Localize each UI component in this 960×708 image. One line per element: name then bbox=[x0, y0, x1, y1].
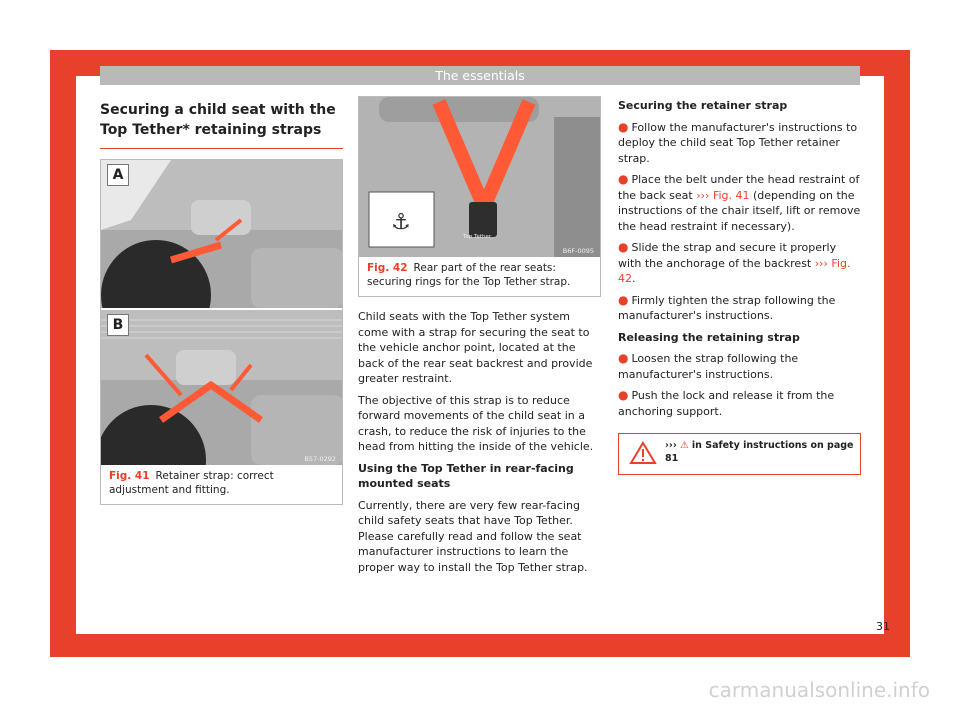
bullet-icon: ● bbox=[618, 240, 629, 254]
bullet-item bbox=[618, 172, 861, 234]
bullet-text: Place the belt under the head restraint of the back seat bbox=[618, 173, 860, 202]
rear-seat-illustration bbox=[359, 97, 600, 257]
warning-text[interactable] bbox=[665, 440, 860, 465]
bullet-text: . bbox=[632, 272, 636, 285]
warning-triangle-icon bbox=[629, 441, 657, 465]
figure-caption bbox=[101, 465, 342, 504]
bullet-text: Push the lock and release it from the anchoring support. bbox=[618, 389, 835, 418]
column-3 bbox=[618, 98, 861, 475]
inline-warning-icon: ⚠ bbox=[680, 440, 689, 451]
caption-text: Rear part of the rear seats: securing rings for the Top Tether strap. bbox=[367, 262, 571, 288]
figure-label: Fig. 41 bbox=[109, 470, 150, 482]
bullet-text: Firmly tighten the strap following the manufacturer's instructions. bbox=[618, 293, 836, 322]
figure-label: Fig. 42 bbox=[367, 262, 408, 274]
column-2 bbox=[358, 96, 601, 581]
subheading: Securing the retainer strap bbox=[618, 99, 788, 112]
figure-42 bbox=[358, 96, 601, 297]
bullet-text: Slide the strap and secure it properly with the anchorage of the backrest bbox=[618, 241, 837, 270]
bullet-icon: ● bbox=[618, 172, 629, 186]
panel-label-a: A bbox=[107, 164, 129, 186]
figure-reference-link[interactable]: ››› Fig. 41 bbox=[696, 188, 750, 202]
subheading: Using the Top Tether in rear-facing mounted seats bbox=[358, 461, 574, 490]
panel-label-b: B bbox=[107, 314, 129, 336]
bullet-icon: ● bbox=[618, 388, 629, 402]
watermark: carmanualsonline.info bbox=[708, 678, 930, 702]
photo-panel-b bbox=[101, 308, 342, 465]
safety-warning-box bbox=[618, 433, 861, 475]
paragraph: Child seats with the Top Tether system come with a strap for securing the seat to the vehicle anchor point, located at the back of the rear seat backrest and provide greater restraint. bbox=[358, 310, 593, 385]
svg-text:⚓: ⚓ bbox=[391, 210, 411, 235]
body-text bbox=[358, 309, 601, 575]
panel-a-illustration bbox=[101, 160, 342, 308]
figure-code: B6F-0095 bbox=[562, 247, 594, 255]
bullet-icon: ● bbox=[618, 119, 629, 134]
paragraph: Currently, there are very few rear-facing child safety seats that have Top Tether. Please carefully read and follow the seat manufacturer instructions to learn the proper way to install the Top Tether strap. bbox=[358, 498, 588, 574]
bullet-item bbox=[618, 120, 861, 167]
warning-reference-text: in Safety instructions on page 81 bbox=[665, 440, 854, 464]
column-1 bbox=[100, 96, 343, 505]
panel-b-illustration bbox=[101, 310, 342, 465]
figure-code: B57-0292 bbox=[304, 455, 336, 463]
figure-reference-link[interactable]: ››› Fig. 42 bbox=[618, 256, 851, 285]
bullet-text: Follow the manufacturer's instructions to deploy the child seat Top Tether retainer strap. bbox=[618, 120, 858, 165]
bullet-item bbox=[618, 351, 861, 382]
top-tether-badge: Top Tether bbox=[463, 234, 492, 240]
bullet-text: (depending on the instructions of the chair itself, lift or remove the head restraint if necessary). bbox=[618, 188, 861, 233]
bullet-item bbox=[618, 240, 861, 287]
section-header: The essentials bbox=[100, 66, 860, 85]
figure-caption bbox=[359, 257, 600, 296]
page-number: 31 bbox=[876, 620, 890, 633]
figure-41 bbox=[100, 159, 343, 505]
bullet-item bbox=[618, 293, 861, 324]
bullet-item bbox=[618, 388, 861, 419]
reference-marker: ››› bbox=[665, 440, 677, 451]
section-title: Securing a child seat with the Top Tether* retaining straps bbox=[100, 96, 343, 149]
subheading: Releasing the retaining strap bbox=[618, 330, 800, 344]
bullet-text: Loosen the strap following the manufacturer's instructions. bbox=[618, 352, 799, 381]
photo-rear-seat bbox=[359, 97, 600, 257]
paragraph: The objective of this strap is to reduce forward movements of the child seat in a crash, to reduce the risk of injuries to the head from hitting the inside of the vehicle. bbox=[358, 393, 594, 453]
bullet-icon: ● bbox=[618, 351, 629, 365]
bullet-icon: ● bbox=[618, 292, 629, 307]
photo-panel-a bbox=[101, 160, 342, 308]
caption-text: Retainer strap: correct adjustment and fitting. bbox=[109, 470, 274, 496]
